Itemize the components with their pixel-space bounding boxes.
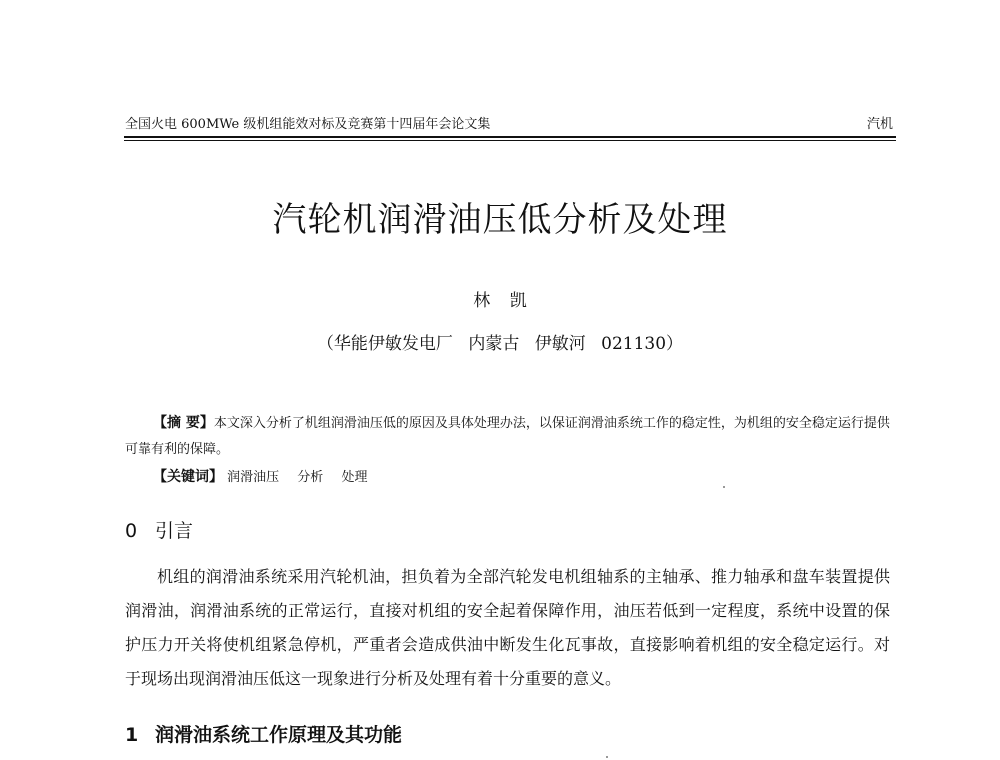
keyword-item: 润滑油压 — [227, 470, 280, 485]
author-name: 林 凯 — [473, 291, 527, 311]
section-heading-lubrication-system — [125, 722, 402, 748]
introduction-body — [125, 560, 890, 696]
keyword-item: 分析 — [297, 470, 324, 485]
section-title: 润滑油系统工作原理及其功能 — [155, 724, 403, 746]
author-affiliation: （华能伊敏发电厂 内蒙古 伊敏河 021130） — [316, 334, 684, 354]
section-number: 1 — [125, 724, 139, 746]
header-section-name: 汽机 — [866, 117, 893, 132]
header-rule-thick — [124, 136, 896, 138]
abstract-block — [125, 410, 890, 463]
running-header — [125, 116, 895, 136]
scan-speck — [723, 486, 725, 488]
abstract-text: 本文深入分析了机组润滑油压低的原因及具体处理办法，以保证润滑油系统工作的稳定性，为机组的安全稳定运行提供可靠有利的保障。 — [125, 416, 890, 457]
body-paragraph: 机组的润滑油系统采用汽轮机油，担负着为全部汽轮发电机组轴系的主轴承、推力轴承和盘车装置提供润滑油，润滑油系统的正常运行，直接对机组的安全起着保障作用，油压若低到一定程度，系统中设置的保护压力开关将使机组紧急停机，严重者会造成供油中断发生化瓦事故，直接影响着机组的安全稳定运行。对于现场出现润滑油压低这一现象进行分析及处理有着十分重要的意义。 — [125, 567, 890, 688]
paper-title: 汽轮机润滑油压低分析及处理 — [272, 200, 728, 240]
header-proceedings-title: 全国火电 600MWe 级机组能效对标及竞赛第十四届年会论文集 — [125, 117, 491, 132]
abstract-label: 【摘 要】 — [153, 415, 214, 431]
section-number: 0 — [125, 520, 138, 542]
keywords-label: 【关键词】 — [153, 469, 223, 485]
keywords-block — [153, 464, 381, 491]
keyword-item: 处理 — [341, 470, 368, 485]
section-title: 引言 — [155, 520, 194, 542]
section-heading-introduction — [125, 518, 193, 544]
scan-speck — [606, 756, 608, 758]
header-rule-thin — [124, 140, 896, 141]
